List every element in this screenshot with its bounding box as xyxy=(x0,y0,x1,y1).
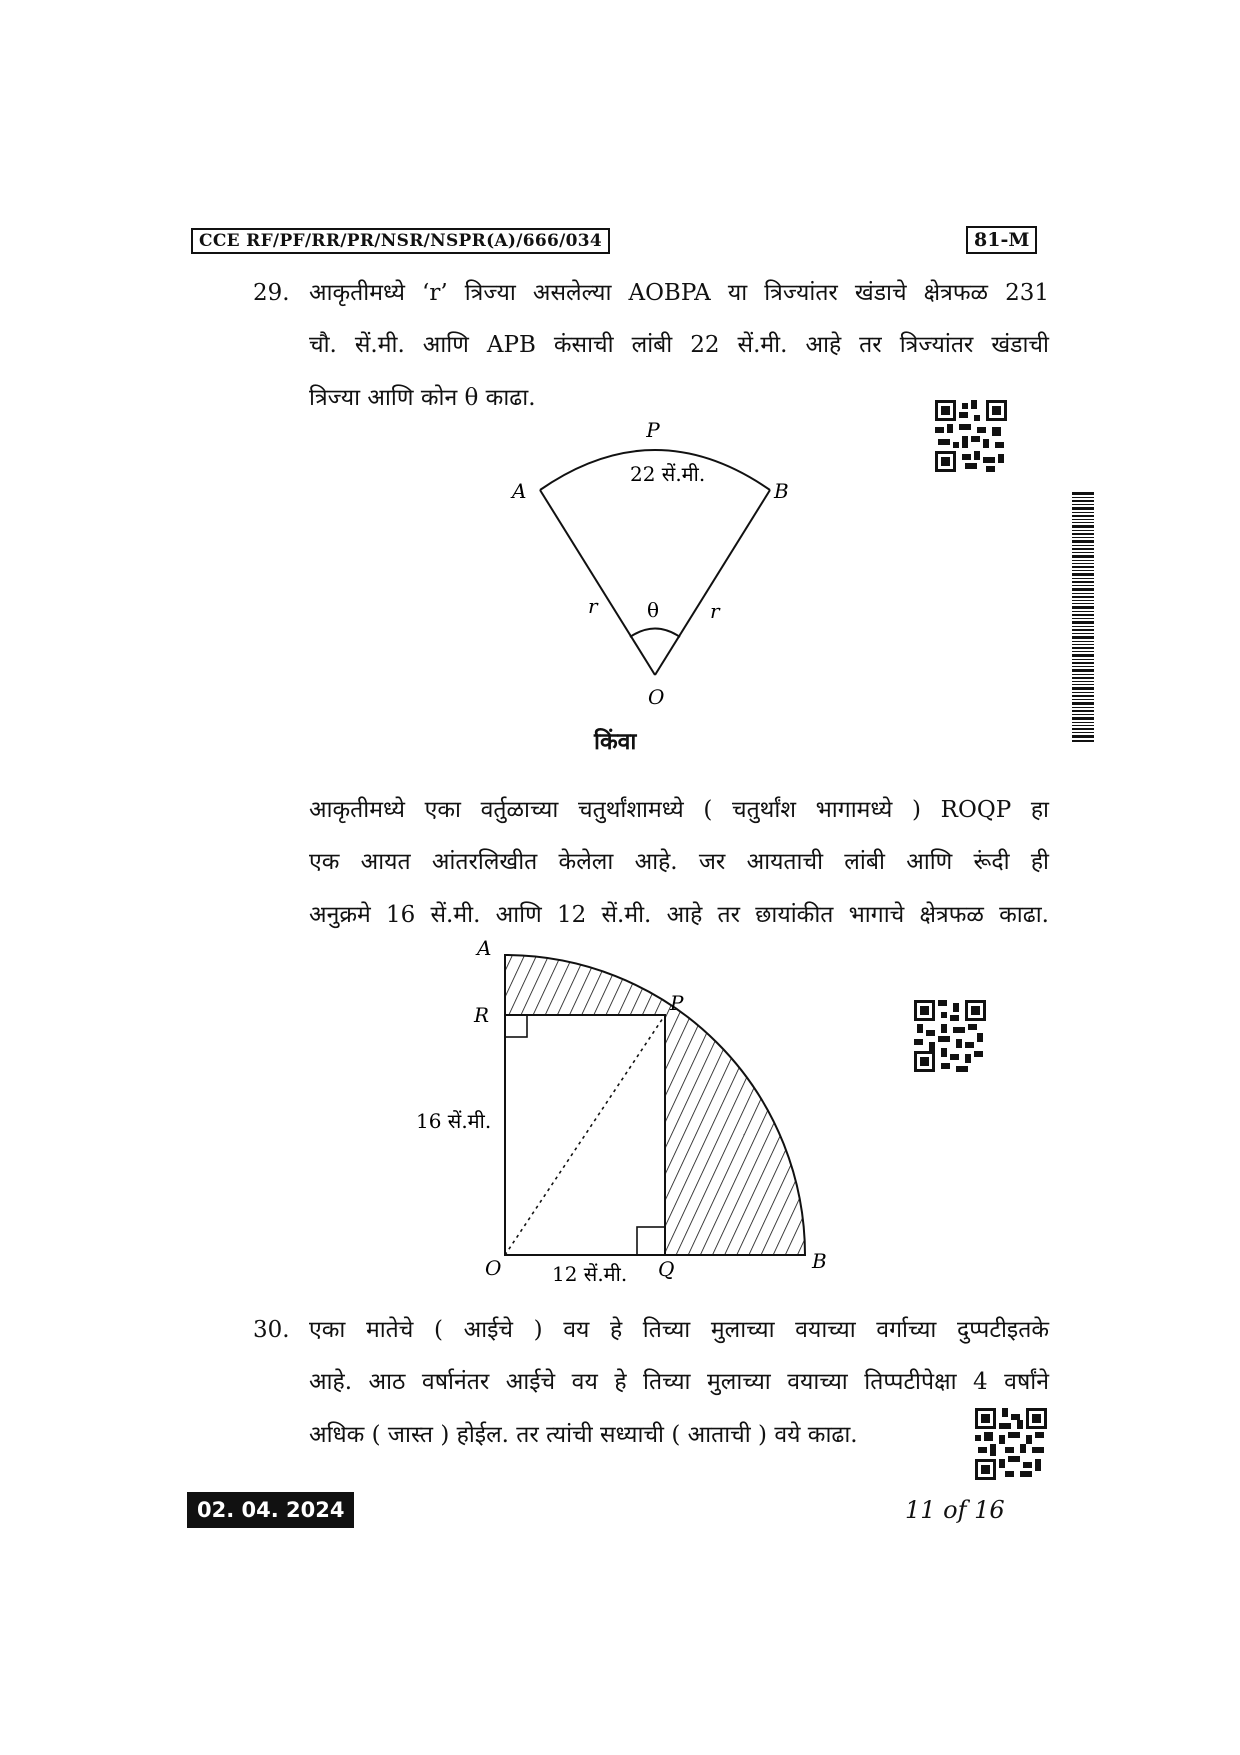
qr-code-icon xyxy=(975,1408,1047,1480)
question-29-line-3: त्रिज्या आणि कोन θ काढा. xyxy=(309,385,536,411)
question-29-number: 29. xyxy=(253,280,290,306)
question-30-line-2: आहे. आठ वर्षानंतर आईचे वय हे तिच्या मुलाच्या वयाच्या तिप्पटीपेक्षा 4 वर्षांने xyxy=(309,1369,1049,1395)
angle-arc xyxy=(630,629,680,638)
paper-code: 81-M xyxy=(966,226,1037,254)
right-angle-r xyxy=(505,1015,527,1037)
barcode-icon xyxy=(1072,492,1094,742)
radius-ob xyxy=(655,490,770,675)
diagonal-op xyxy=(505,1015,665,1255)
question-29-alt-line-2: एक आयत आंतरलिखीत केलेला आहे. जर आयताची लांबी आणि रूंदी ही xyxy=(309,849,1049,875)
label-b: B xyxy=(812,1249,827,1273)
arc-length-label: 22 सें.मी. xyxy=(630,462,706,486)
exam-code: CCE RF/PF/RR/PR/NSR/NSPR(A)/666/034 xyxy=(191,228,610,254)
width-label: 12 सें.मी. xyxy=(552,1262,628,1286)
label-r-left: r xyxy=(588,594,598,618)
right-angle-q xyxy=(637,1227,665,1255)
page-number: 11 of 16 xyxy=(905,1496,1005,1524)
question-30-line-3: अधिक ( जास्त ) होईल. तर त्यांची सध्याची ( आताची ) वये काढा. xyxy=(309,1422,858,1448)
label-a: A xyxy=(477,936,492,960)
label-r: R xyxy=(474,1003,490,1027)
label-theta: θ xyxy=(647,598,660,622)
radius-oa xyxy=(540,490,655,675)
question-30-number: 30. xyxy=(253,1317,290,1343)
label-r-right: r xyxy=(710,599,720,623)
label-b: B xyxy=(774,479,789,503)
label-p: P xyxy=(670,991,684,1015)
label-a: A xyxy=(512,479,527,503)
label-p: P xyxy=(646,418,660,442)
height-label: 16 सें.मी. xyxy=(416,1109,492,1133)
question-29-alt-line-1: आकृतीमध्ये एका वर्तुळाच्या चतुर्थांशामध्ये ( चतुर्थांश भागामध्ये ) ROQP हा xyxy=(309,797,1049,823)
sector-figure xyxy=(500,415,820,710)
label-o: O xyxy=(648,685,665,709)
or-label: किंवा xyxy=(594,728,637,755)
question-29-alt-line-3: अनुक्रमे 16 सें.मी. आणि 12 सें.मी. आहे तर छायांकीत भागाचे क्षेत्रफळ काढा. xyxy=(309,902,1049,928)
date-badge: 02. 04. 2024 xyxy=(187,1492,354,1528)
label-o: O xyxy=(485,1256,502,1280)
label-q: Q xyxy=(658,1257,675,1281)
qr-code-icon xyxy=(914,1000,986,1072)
question-30-line-1: एका मातेचे ( आईचे ) वय हे तिच्या मुलाच्या वयाच्या वर्गाच्या दुप्पटीइतके xyxy=(309,1317,1049,1343)
quadrant-figure xyxy=(400,935,850,1295)
qr-code-icon xyxy=(935,400,1007,472)
question-29-line-2: चौ. सें.मी. आणि APB कंसाची लांबी 22 सें.मी. आहे तर त्रिज्यांतर खंडाची xyxy=(309,332,1049,358)
question-29-line-1: आकृतीमध्ये ‘r’ त्रिज्या असलेल्या AOBPA या त्रिज्यांतर खंडाचे क्षेत्रफळ 231 xyxy=(309,280,1049,306)
